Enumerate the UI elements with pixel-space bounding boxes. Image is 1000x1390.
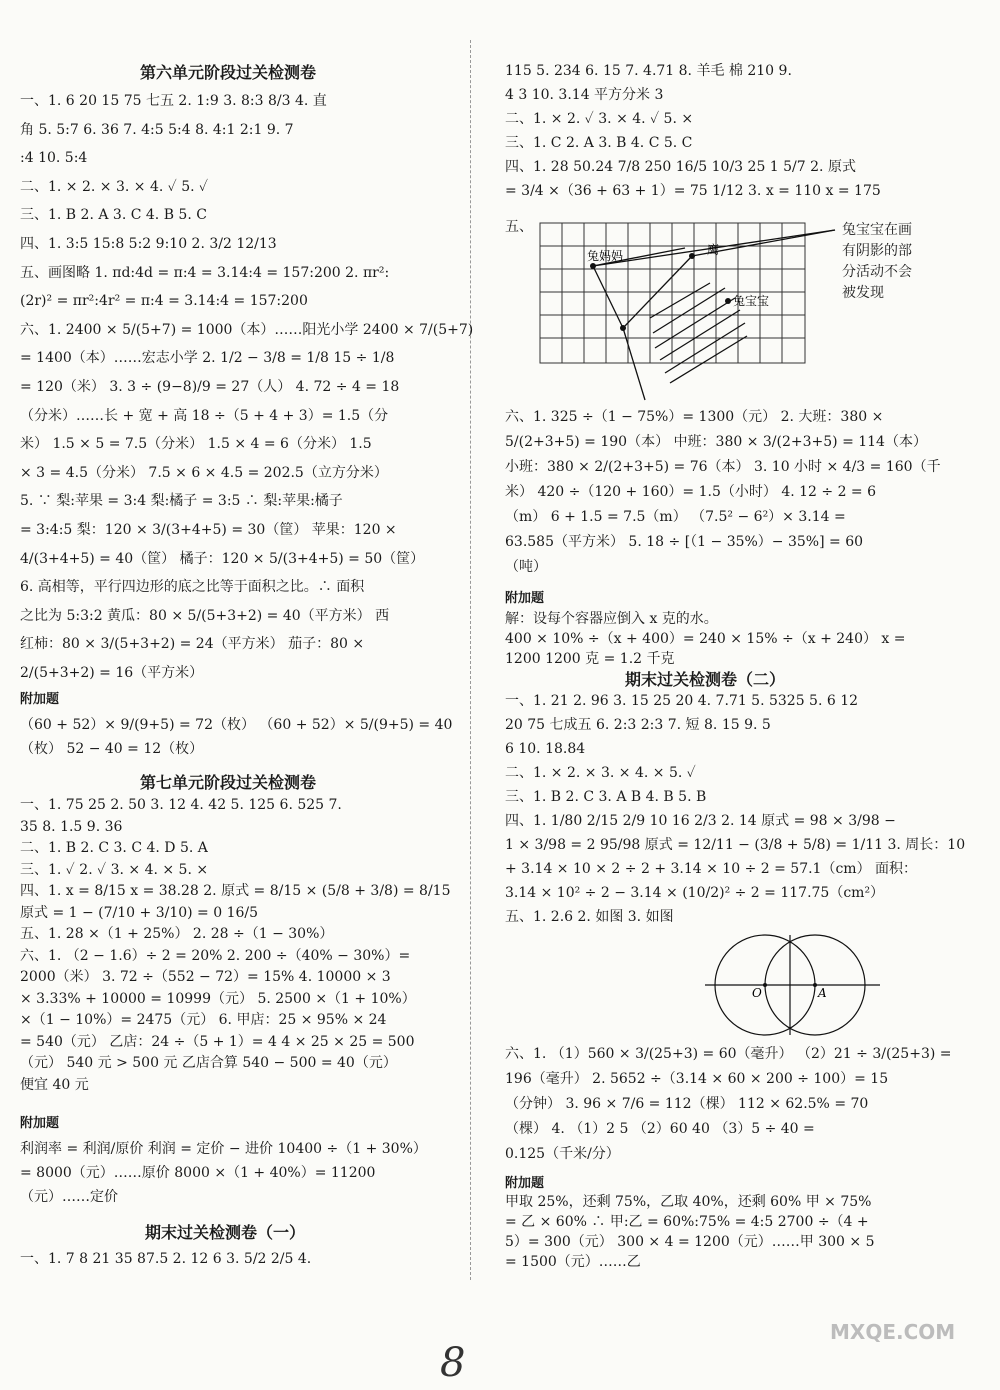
answer-line: （枚） 52 − 40 = 12（枚） [20,741,204,757]
answer-line: ×（1 − 10%）= 2475（元） 6. 甲店：25 × 95% × 24 [20,1012,387,1028]
answer-line: 三、1. C 2. A 3. B 4. C 5. C [505,135,693,151]
answer-line: （元） 540 元 > 500 元 乙店合算 540 − 500 = 40（元） [20,1055,397,1071]
answer-line: 四、1. 3:5 15:8 5:2 9:10 2. 3/2 12/13 [20,236,277,252]
answer-line: + 3.14 × 10 × 2 ÷ 2 + 3.14 × 10 ÷ 2 = 57.1（cm） 面积： [505,861,918,877]
answer-line: 4/(3+4+5) = 40（筐） 橘子：120 × 5/(3+4+5) = 50（筐） [20,550,425,567]
grid-note: 兔宝宝在画 有阴影的部 分活动不会 被发现 [842,222,912,301]
answer-line: 四、1. 1/80 2/15 2/9 10 16 2/3 2. 14 原式 = 98 × 3/98 − [505,813,896,829]
answer-line: = 8000（元）……原价 8000 ×（1 + 40%）= 11200 [20,1165,376,1181]
unit7-extra-title: 附加题 [20,1116,60,1131]
answer-line: = 540（元） 乙店：24 ÷（5 + 1）= 4 4 × 25 × 25 = 500 [20,1033,415,1050]
answer-line: 米） 420 ÷（120 + 160）= 1.5（小时） 4. 12 ÷ 2 = 6 [505,484,877,500]
answer-line: 六、1. （2 − 1.6）÷ 2 = 20% 2. 200 ÷（40% − 30%）= [20,947,411,964]
answer-line: 二、1. × 2. × 3. × 4. ✓ 5. ✓ [20,178,209,195]
answer-line: 解：设每个容器应倒入 x 克的水。 [505,611,718,627]
answer-line: 6 10. 18.84 [505,741,586,757]
grid-diagram [535,218,845,408]
answer-line: 小班：380 × 2/(2+3+5) = 76（本） 3. 10 小时 × 4/3 = 160（千 [505,459,941,475]
page-number: 8 [440,1340,466,1386]
final1-extra-title: 附加题 [505,591,545,606]
answer-line: 五、1. 2.6 2. 如图 3. 如图 [505,909,674,925]
answer-line: 1200 1200 克 = 1.2 千克 [505,651,675,667]
answer-line: （分米）……长 + 宽 + 高 18 ÷（5 + 4 + 3）= 1.5（分 [20,407,389,424]
label-eagle: 鹰 [707,243,720,257]
final1-title: 期末过关检测卷（一） [145,1223,306,1242]
answer-line: 一、1. 75 25 2. 50 3. 12 4. 42 5. 125 6. 525 7. [20,797,342,813]
final2-title: 期末过关检测卷（二） [625,670,786,689]
answer-line: 四、1. 28 50.24 7/8 250 16/5 10/3 25 1 5/7 2. 原式 [505,159,856,175]
answer-line: 便宜 40 元 [20,1076,89,1093]
unit6-title: 第六单元阶段过关检测卷 [140,63,317,82]
answer-line: 400 × 10% ÷（x + 400）= 240 × 15% ÷（x + 240） x = [505,631,906,647]
circles-diagram [705,930,905,1040]
answer-line: 之比为 5:3:2 黄瓜：80 × 5/(5+3+2) = 40（平方米） 西 [20,607,390,624]
label-a: A [818,986,827,1000]
answer-line: 35 8. 1.5 9. 36 [20,818,123,835]
answer-line: 六、1. 325 ÷（1 − 75%）= 1300（元） 2. 大班：380 × [505,409,884,425]
answer-line: 5/(2+3+5) = 190（本） 中班：380 × 3/(2+3+5) = 114（本） [505,434,927,450]
answer-line: （棵） 4. （1）2 5 （2）60 40 （3）5 ÷ 40 = [505,1121,815,1137]
answer-line: 六、1. 2400 × 5/(5+7) = 1000（本）……阳光小学 2400 × 7/(5+7) [20,321,474,338]
answer-line: 三、1. B 2. A 3. C 4. B 5. C [20,207,207,224]
answer-line: 5）= 300（元） 300 × 4 = 1200（元）……甲 300 × 5 [505,1234,875,1250]
answer-line: （分钟） 3. 96 × 7/6 = 112（棵） 112 × 62.5% = 70 [505,1096,869,1112]
answer-line: = 乙 × 60% ∴ 甲:乙 = 60%:75% = 4:5 2700 ÷（4 + [505,1214,869,1230]
answer-line: 二、1. × 2. × 3. × 4. × 5. ✓ [505,765,696,781]
answer-line: 1 × 3/98 = 2 95/98 原式 = 12/11 − (3/8 + 5/8) = 1/11 3. 周长：10 [505,837,966,853]
answer-line: 一、1. 6 20 15 75 七五 2. 1:9 3. 8:3 8/3 4. 直 [20,93,327,109]
answer-line: 5. ∵ 梨:苹果 = 3:4 梨:橘子 = 3:5 ∴ 梨:苹果:橘子 [20,493,343,510]
label-o: O [752,986,762,1000]
q5-label: 五、 [505,219,533,235]
final2-extra-title: 附加题 [505,1176,545,1191]
answer-line: 63.585（平方米） 5. 18 ÷ [（1 − 35%）− 35%] = 60 [505,534,864,550]
answer-line: 2/(5+3+2) = 16（平方米） [20,665,204,681]
answer-line: 红柿：80 × 3/(5+3+2) = 24（平方米） 茄子：80 × [20,636,365,653]
answer-line: 甲取 25%，还剩 75%，乙取 40%，还剩 60% 甲 × 75% [505,1194,872,1210]
answer-line: （60 + 52）× 9/(9+5) = 72（枚） （60 + 52）× 5/(9+5) = 40 [20,717,453,733]
label-rabbit-baby: 兔宝宝 [733,294,770,308]
label-rabbit-mom: 兔妈妈 [587,249,624,263]
answer-line: 五、画图略 1. πd:4d = π:4 = 3.14:4 = 157:200 2. πr²: [20,264,390,281]
answer-line: 原式 = 1 − (7/10 + 3/10) = 0 16/5 [20,904,259,921]
answer-line: 6. 高相等，平行四边形的底之比等于面积之比。∴ 面积 [20,579,365,596]
answer-line: = 3/4 ×（36 + 63 + 1）= 75 1/12 3. x = 110 x = 175 [505,183,881,199]
answer-line: = 120（米） 3. 3 ÷ (9−8)/9 = 27（人） 4. 72 ÷ 4 = 18 [20,379,400,395]
answer-line: 三、1. ✓ 2. ✓ 3. × 4. × 5. × [20,861,209,878]
answer-line: （元）……定价 [20,1189,118,1205]
answer-line: = 1500（元）……乙 [505,1254,641,1270]
answer-line: × 3 = 4.5（分米） 7.5 × 6 × 4.5 = 202.5（立方分米） [20,464,388,481]
answer-line: 20 75 七成五 6. 2:3 2:3 7. 短 8. 15 9. 5 [505,717,771,733]
answer-line: （吨） [505,559,547,575]
answer-line: 4 3 10. 3.14 平方分米 3 [505,87,664,103]
answer-line: 0.125（千米/分） [505,1146,620,1162]
answer-line: 196（毫升） 2. 5652 ÷（3.14 × 60 × 200 ÷ 100）= 15 [505,1071,889,1087]
answer-line: 二、1. × 2. ✓ 3. × 4. ✓ 5. × [505,111,694,127]
answer-line: 2000（米） 3. 72 ÷（552 − 72）= 15% 4. 10000 × 3 [20,969,391,985]
answer-line: 六、1. （1）560 × 3/(25+3) = 60（毫升） （2）21 ÷ 3/(25+3) = [505,1046,952,1062]
watermark-logo: MXQE.COM [830,1320,956,1344]
column-divider [470,40,471,1280]
answer-line: × 3.33% + 10000 = 10999（元） 5. 2500 ×（1 + 10%） [20,990,416,1007]
answer-line: 角 5. 5:7 6. 36 7. 4:5 5:4 8. 4:1 2:1 9. 7 [20,121,294,138]
answer-line: 115 5. 234 6. 15 7. 4.71 8. 羊毛 棉 210 9. [505,63,792,79]
unit6-extra-title: 附加题 [20,692,60,707]
answer-line: :4 10. 5:4 [20,150,88,167]
unit7-title: 第七单元阶段过关检测卷 [140,773,317,792]
answer-line: 一、1. 21 2. 96 3. 15 25 20 4. 7.71 5. 5325 5. 6 12 [505,693,859,709]
answer-line: 五、1. 28 ×（1 + 25%） 2. 28 ÷（1 − 30%） [20,926,334,942]
answer-line: 三、1. B 2. C 3. A B 4. B 5. B [505,789,707,805]
answer-line: (2r)² = πr²:4r² = π:4 = 3.14:4 = 157:200 [20,293,308,310]
answer-line: 3.14 × 10² ÷ 2 − 3.14 × (10/2)² ÷ 2 = 117.75（cm²） [505,885,885,901]
answer-line: 米） 1.5 × 5 = 7.5（分米） 1.5 × 4 = 6（分米） 1.5 [20,436,372,453]
answer-line: 利润率 = 利润/原价 利润 = 定价 − 进价 10400 ÷（1 + 30%） [20,1141,427,1157]
answer-line: = 1400（本）……宏志小学 2. 1/2 − 3/8 = 1/8 15 ÷ 1/8 [20,350,395,367]
answer-line: 一、1. 7 8 21 35 87.5 2. 12 6 3. 5/2 2/5 4. [20,1251,312,1267]
answer-line: 四、1. x = 8/15 x = 38.28 2. 原式 = 8/15 × (5/8 + 3/8) = 8/15 [20,883,451,899]
answer-line: = 3:4:5 梨：120 × 3/(3+4+5) = 30（筐） 苹果：120 × [20,522,397,538]
answer-line: 二、1. B 2. C 3. C 4. D 5. A [20,840,208,856]
answer-line: （m） 6 + 1.5 = 7.5（m） （7.5² − 6²）× 3.14 = [505,509,846,525]
